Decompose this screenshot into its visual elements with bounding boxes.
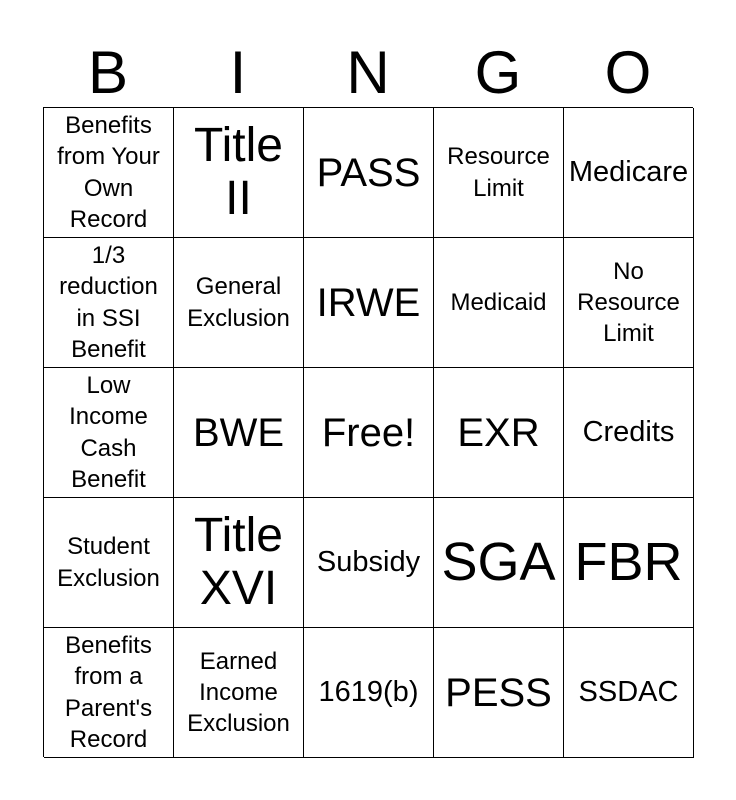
bingo-cell-r4-c3[interactable] bbox=[304, 498, 434, 628]
cell-label: Title II bbox=[194, 118, 283, 225]
bingo-card bbox=[43, 107, 693, 757]
cell-label: Benefits from a Parent's Record bbox=[64, 632, 153, 753]
header-letter-n: N bbox=[346, 39, 390, 106]
cell-label: BWE bbox=[192, 410, 285, 455]
cell-label: PASS bbox=[316, 150, 421, 195]
cell-label: Student Exclusion bbox=[57, 533, 160, 592]
cell-label: IRWE bbox=[316, 280, 421, 325]
bingo-cell-r4-c4[interactable] bbox=[434, 498, 564, 628]
header-letter-o: O bbox=[604, 39, 652, 106]
cell-label: Medicare bbox=[568, 155, 689, 188]
bingo-cell-r5-c5[interactable] bbox=[564, 628, 694, 758]
bingo-cell-r5-c1[interactable] bbox=[44, 628, 174, 758]
cell-label: Subsidy bbox=[316, 545, 421, 578]
header-letter-g: G bbox=[474, 39, 522, 106]
bingo-cell-r1-c1[interactable] bbox=[44, 108, 174, 238]
bingo-cell-r1-c2[interactable] bbox=[174, 108, 304, 238]
cell-label: SSDAC bbox=[578, 675, 679, 708]
bingo-header bbox=[43, 40, 693, 106]
cell-label: 1/3 reduction in SSI Benefit bbox=[59, 242, 158, 363]
bingo-cell-r2-c3[interactable] bbox=[304, 238, 434, 368]
bingo-cell-r3-c1[interactable] bbox=[44, 368, 174, 498]
bingo-cell-r4-c1[interactable] bbox=[44, 498, 174, 628]
cell-label: Medicaid bbox=[450, 288, 547, 316]
cell-label: FBR bbox=[574, 532, 683, 593]
cell-label: General Exclusion bbox=[187, 273, 290, 332]
bingo-cell-r4-c5[interactable] bbox=[564, 498, 694, 628]
bingo-cell-r2-c5[interactable] bbox=[564, 238, 694, 368]
bingo-cell-r1-c3[interactable] bbox=[304, 108, 434, 238]
bingo-cell-r5-c4[interactable] bbox=[434, 628, 564, 758]
free-space-cell[interactable] bbox=[304, 368, 434, 498]
bingo-cell-r5-c3[interactable] bbox=[304, 628, 434, 758]
bingo-cell-r4-c2[interactable] bbox=[174, 498, 304, 628]
cell-label: Low Income Cash Benefit bbox=[69, 372, 148, 493]
cell-label: SGA bbox=[441, 532, 556, 593]
bingo-cell-r5-c2[interactable] bbox=[174, 628, 304, 758]
cell-label: Title XVI bbox=[194, 508, 283, 615]
header-letter-i: I bbox=[229, 39, 247, 106]
cell-label: PESS bbox=[445, 670, 552, 715]
bingo-cell-r3-c4[interactable] bbox=[434, 368, 564, 498]
cell-label: 1619(b) bbox=[318, 675, 419, 708]
cell-label: Credits bbox=[582, 415, 675, 448]
header-letter-b: B bbox=[87, 39, 129, 106]
cell-label: EXR bbox=[457, 410, 540, 455]
cell-label: Resource Limit bbox=[447, 143, 550, 202]
cell-label: No Resource Limit bbox=[577, 257, 680, 348]
bingo-cell-r1-c4[interactable] bbox=[434, 108, 564, 238]
cell-label: Earned Income Exclusion bbox=[187, 647, 290, 738]
bingo-cell-r2-c2[interactable] bbox=[174, 238, 304, 368]
bingo-cell-r2-c4[interactable] bbox=[434, 238, 564, 368]
bingo-cell-r2-c1[interactable] bbox=[44, 238, 174, 368]
cell-label: Free! bbox=[321, 410, 416, 455]
bingo-cell-r1-c5[interactable] bbox=[564, 108, 694, 238]
cell-label: Benefits from Your Own Record bbox=[57, 112, 160, 233]
bingo-cell-r3-c5[interactable] bbox=[564, 368, 694, 498]
bingo-cell-r3-c2[interactable] bbox=[174, 368, 304, 498]
